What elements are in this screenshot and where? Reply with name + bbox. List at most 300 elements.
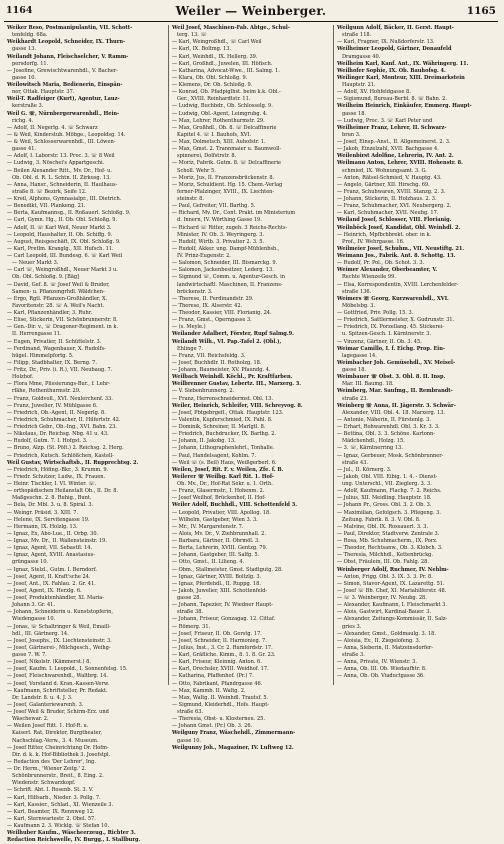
directory-entry: — Klemens, Dr. Ob. Schloßg. 9. <box>172 82 253 88</box>
directory-entry: — Carl ☏, Weingroßhdl., Neuer Markt 3 u. <box>7 267 118 274</box>
directory-entry: Weilgunny Joh., Magaziner, IV. Luftweg 12. <box>172 744 294 751</box>
directory-entry: — Dr. Herm., 'Wiener Zeitg.' 2. <box>7 766 87 772</box>
directory-entry: — Richard, Mv. Dr., Cont. Prakt. im Ministerium <box>172 210 296 217</box>
directory-entry: — Therese, II. Ferdinandstr. 29. <box>172 295 254 302</box>
directory-entry: Weiker Reso, Postmanipulantin, VII. Schott- <box>7 25 133 31</box>
directory-entry: — Ignaz, Ex, Abo-Lue., II. Orbg. 30. <box>7 530 99 537</box>
directory-entry: — Weilen Josef Ritt. 1. Hof-R. u. <box>7 723 89 730</box>
directory-entry: brückenstr. 3. <box>177 288 213 295</box>
directory-entry: — Rudolf, Wirtb. 3. Privatier 2. 3. 5. <box>172 238 265 245</box>
directory-entry: — Karl, Kassier., Schlad., XI. Wienzeile 3. <box>7 801 114 808</box>
running-head: Weiler — Weinberger. <box>175 4 327 18</box>
directory-entry: gasse 10. <box>177 737 202 744</box>
directory-entry: — Obm., Stallmeister, Gmst. Stadtgutg. 28. <box>172 566 283 573</box>
directory-entry: — Friedr. Schutzer, Ludw., IX. Frauen. <box>7 473 106 480</box>
directory-entry: straße 63. <box>177 709 204 715</box>
directory-entry: straße 8. ☏ Bezirk, Seife 12. <box>12 188 87 195</box>
directory-entry: ner, Ottak. Hauptstr. 37. <box>12 89 75 96</box>
directory-entry: — Josef Ritter, Cheinrichtung Dr. Hofm- <box>7 744 109 751</box>
directory-entry: Dir. d. k. k. Hof-Bibliothek 3. Josefstpl. <box>12 751 111 758</box>
directory-entry: — Johann, II. Jakobg. 13. <box>172 438 236 445</box>
directory-entry: persdorfg. 11. <box>12 60 49 67</box>
directory-entry: — Josef, Josephs., IX. Liechtensteinstr. 3. <box>7 637 112 644</box>
directory-entry: — Josef, Ant., IX. Fahlau. 2. Gr. 41. <box>7 580 96 587</box>
directory-entry: — Josef, Buchhdlr. II. Rotholzg. 18. <box>172 359 262 366</box>
directory-entry: — Anna, Private, IV. Wienstr. 3. <box>337 659 417 666</box>
directory-entry: — Antonie, Näherin, II. Fürstenlg. 3. <box>337 416 431 423</box>
directory-entry: — Josef, Agent, IX. Herzlg. 6. <box>7 587 82 594</box>
directory-entry: — Neuer Markt 3. <box>12 260 59 267</box>
directory-entry: — Friedrich, Ob.-Agent, II. Negerlg. 8. <box>7 409 106 416</box>
directory-entry: steinstr. 8. <box>177 196 204 202</box>
directory-entry: — Franz, Glasermstr., I. Hohenm. 2. <box>172 488 265 495</box>
directory-entry: — Max, Waltg. II. Weinhdl. Trautsf. 5. <box>172 694 269 701</box>
directory-entry: Nachschlag.-Verw., 3. 4. Museum. <box>12 737 99 744</box>
directory-entry: d. Innern, IV. Wörthing Gasse 19. <box>177 217 262 224</box>
directory-entry: Weilmann Anton, Lehrer, XVIII. Hohenstr. 8. <box>337 160 463 167</box>
directory-entry: landwirtschaftl. Maschinen, II. Franzens- <box>177 281 283 288</box>
directory-entry: — Karl, Großhdl., Juwelen, III. Höfisch. <box>172 60 273 67</box>
directory-entry: Ehlinge 7. <box>177 345 204 352</box>
directory-entry: Weilowitsch Maria, Bedienerin, Einspän- <box>7 82 123 88</box>
directory-entry: — Paul, Gefreiter, VII. Barthg. 5. <box>172 203 256 210</box>
directory-entry: — Ignaz, Gärtner, XVIII. Boltzlg. 3. <box>172 573 262 580</box>
directory-entry: Weil G. ☏, Nürnbergerwarenhdl., Hein- <box>7 110 120 117</box>
directory-entry: — Leopold, Privatier, VIII. Apollog. 18. <box>172 509 271 516</box>
directory-entry: — Sigmund, Kleiderhdl., Hofs. Haupt- <box>172 701 269 708</box>
directory-entry: — Josef, Gärtnerei-, Milchgesch., Weihg- <box>7 644 111 651</box>
directory-entry: — Franz, Schuhwaren, XVIII. Stanzg. 2. 3. <box>337 188 446 195</box>
directory-entry: Minister, IV. Ob. 3. Weyringerg. 3. <box>177 231 265 238</box>
directory-entry: tenfeldg. 68a. <box>12 32 48 39</box>
directory-entry: straße 38. <box>177 609 204 616</box>
directory-entry: — Anna, Ob. Ob. Viaductgasse 36. <box>337 673 425 680</box>
directory-entry: Weilandt Johann, Fleischselcher, V. Ramm- <box>7 53 129 60</box>
directory-entry: — Josef, Schneider, II. Harmonieg. 7. <box>172 637 267 644</box>
directory-entry: — Franz, VII. Reichsfeldg. 3. <box>172 352 246 359</box>
directory-entry: — Jakob, Einzelzahl, XVII. Bachgasse 4. <box>337 146 439 153</box>
page-number-right: 1165 <box>466 5 496 17</box>
directory-entry: — Kaufmann 2. 3. Wicklg. ☏ Stefan 10. <box>7 823 110 829</box>
directory-entry: — Josefine, Grewischtwarenhdl., V. Bacher- <box>7 67 118 74</box>
directory-entry: Hauptstr. 21. <box>342 82 376 88</box>
directory-entry: — Jakob, Juwelier, XIII. Schottenfeld- <box>172 587 268 594</box>
directory-entry: Samen- u. Pflanzengrhdl. Wäldchen- <box>12 288 105 295</box>
directory-entry: Kapitel 4. ☏ I. Bauhofs, XVI. <box>177 131 252 138</box>
directory-entry: Schönbrunnerstr., Breit., 8. Eing. 2. <box>12 773 104 780</box>
directory-entry: — & Weil, Schlosserwarenhdl., III. Löwen- <box>7 139 116 145</box>
directory-entry: hügel. Himmelpfortg. 5. <box>12 352 74 359</box>
directory-entry: — Otto, Fabrikant, Pfandrgasse 46. <box>172 680 263 687</box>
directory-entry: — Anna, Hansr., Schneiderin, II. Haulhaus- <box>7 181 118 188</box>
directory-entry: gasse 41. <box>12 146 37 153</box>
directory-entry: — Alexander, Kaufmann, I. Fleischmarkt 3. <box>337 602 447 609</box>
directory-entry: — Salomon, Jackenbesitzer, Lederg. 13. <box>172 267 274 274</box>
directory-entry: Dr. Landstr. 8. u. 4. J. 3. <box>12 694 73 701</box>
directory-entry: — Ludwig, Obl.-Agent, Leimgrubg. 4. <box>172 110 268 117</box>
directory-page <box>4 4 498 844</box>
directory-entry: — Helene, IX. Servitengasse 19. <box>7 516 90 523</box>
directory-entry: — August, Reisgeschäft, IX. Obl. Schloßg. 9. <box>7 238 121 245</box>
directory-entry: Weimberg, Mar. Saufmg., II. Rembrandt- <box>337 388 453 395</box>
directory-entry: Ob. Obl. d. R. L. Schtn. II. Zirkusg. 13. <box>12 174 111 181</box>
directory-entry: — Erhart, Rohwarenhdl. Obl. 3. Kr. 3. 3. <box>337 424 440 430</box>
directory-entry: — Sigismund, Bureau-Berbl. 8. ☏ Bahn. 2. <box>337 96 447 103</box>
directory-entry: Weilbrenner Gustav, Lebertz. III., Marxerg. 3. <box>172 381 302 388</box>
directory-entry: — Anna, Ob. III. Ob. Wiedaufhtr. 8. <box>337 666 427 673</box>
directory-entry: — Franz, Goldvoll., XVI. Neulerchenf. 33. <box>7 395 113 402</box>
directory-entry: — Fritz, Dr., Priv. (i. R.), VII. Neubaug. 7. <box>7 367 113 373</box>
directory-entry: gasse 10. <box>12 74 37 81</box>
directory-entry: — Maximilian, Gefolgsch. 3. Pflegeng. 3. <box>337 509 441 516</box>
directory-entry: Weilnböck Josef, Kandidat, Obl. Weinhdl. 2. <box>337 224 461 231</box>
directory-entry: — Katharina, Advocat-Wwe., III. Salmg. 1. <box>172 67 280 74</box>
directory-entry: straße 118. <box>342 32 372 39</box>
directory-entry: — Adolf, XV. Hohfeldgasse 8. <box>337 89 411 96</box>
directory-entry: — Bela, Dr. Mbl. 3. u. 8. Spiral. 3. <box>7 502 94 509</box>
directory-entry: Wiedengasse 10. <box>12 616 56 623</box>
directory-entry: — Karl, Pflanzenhändler, 3. Ruhr. <box>7 310 93 316</box>
directory-entry: Weimar Camillo, I. f. Eichg. Prop. Ein- <box>337 345 445 352</box>
directory-entry: Holzhof. <box>12 374 34 381</box>
directory-entry: — Malvine, Obl. IX. Rossauerl. 3. 3. <box>337 523 429 530</box>
directory-entry: — Karl, Fragner, IX. Nußdorferstr. 13. <box>337 39 435 46</box>
directory-entry: Rechte Wienzeile 99. <box>342 274 396 281</box>
directory-entry: — Friedrich, Höfing.-Bkr., 3. Krumm. 9. <box>7 466 109 473</box>
directory-entry: Mar. III. Baumg. 18. <box>342 381 394 388</box>
directory-entry: hdl., III. Gärtnerg. 14. <box>12 630 69 637</box>
directory-entry: — Josef, Agent, II. Kraft'sche 24. <box>7 573 91 580</box>
directory-entry: — Friedrich Gebr., Ob.-Ing., XVI. Bahn. 23. <box>7 424 117 430</box>
directory-entry: Weikhardt Leopold, Schneider, IX. Thurn- <box>7 39 126 46</box>
directory-entry: — Ignaz, Pferdehdl., II. Ruppg. 18. <box>172 580 261 587</box>
directory-entry: straße 23. <box>342 395 369 402</box>
directory-entry: — Josef, Nikolstr. (Kämmerst.) 8. <box>7 659 91 666</box>
directory-entry: — Katharina, Pfaffenhof. (Pr.) 7. <box>172 673 254 680</box>
directory-entry: — Elsa, Korrespondentin, XVIII. Lerchenfelder- <box>337 281 459 288</box>
directory-entry: — Adolf, II. ☏ Karl Weil, Neuer Markt 3. <box>7 224 112 231</box>
directory-entry: — Ignaz, Gerbeuer, Mosk. Schönbrunner- <box>337 452 444 459</box>
directory-entry: — Josef, Friseur, II. Ob. Gerstg. 17. <box>172 630 262 637</box>
directory-entry: Weiler Adolf, Buchhdl., VIII. Schottenfeld 3. <box>172 502 297 509</box>
directory-entry: — Aloisia, Ev., II. Ziegelofeng. 3. <box>337 637 421 644</box>
directory-entry: — Angelo, Gärtner, XII. Hirschg. 69. <box>337 181 430 188</box>
directory-entry: — Otto, Gmst., II. Lilieng. 4. <box>172 559 245 566</box>
directory-entry: — Heinrich, Mpfbchbrekt. ober. in k. <box>337 231 432 238</box>
directory-entry: straße 136. <box>342 288 372 295</box>
directory-entry: — Anna, Sieberin, II. Matzeinsdorfer- <box>337 644 433 651</box>
directory-entry: — Friedrich, Sattlermeister, X. Gudrunstr. 31. <box>337 317 455 324</box>
directory-entry: — Richard ☏ Ritter, zugeh. 3 Reichs-Rechts- <box>172 224 288 231</box>
directory-entry: — & Weil, Kinderstub. Möbge., Leopoldsg. 14. <box>7 131 126 138</box>
directory-entry: Johann 3. Gr. 41. <box>12 602 55 609</box>
directory-entry: Weilmeier Josef, Schuhm., VII. Neustiftg. 21. <box>337 245 465 252</box>
directory-entry: — Paul, Direktor, Stadtverw. Zentrale 3. <box>337 530 440 537</box>
page-number-left: 1164 <box>6 5 33 16</box>
directory-entry: — Franz, Juwelier, IV. Mühlgasse 6. <box>7 402 98 409</box>
directory-entry: — ☏ 3. Weinberger, IV. Neubg. 28. <box>337 595 427 601</box>
directory-entry: — Ludwig, Proc. 3. ☏ Karl Peter und <box>337 117 433 124</box>
column-2 <box>168 25 333 751</box>
directory-entry: — Friedrich, Kutsch. Schlößchen, Kastell- <box>7 452 114 459</box>
directory-entry: — Ignaz, Agent, VII. Sebastfl. 14. <box>7 545 93 552</box>
directory-entry: II. Herrengasse 11. <box>12 331 62 338</box>
column-1 <box>4 25 168 844</box>
directory-entry: — Josef ☏ Bb. Chef, XI. Mariahilferstr. 48. <box>337 587 447 594</box>
directory-entry: — Salomon, Schneider, III. Bismarckg. 9. <box>172 260 278 267</box>
directory-entry: Weimann Jos., Fabrik. Ant. 8. Schottg. 13. <box>337 253 456 259</box>
directory-entry: — Filipp, Stadbhalter, IX. Berng. 7. <box>7 359 97 366</box>
directory-entry: — Josef, Pbtgebrgefl., Ottak. Hauptstr. 123. <box>172 409 284 416</box>
directory-entry: — Julius, Inst., 3. Cr. 2. Rumfordstr. 17. <box>172 644 273 651</box>
directory-entry: Weilheimer Leopold, Gärtner, Donaufeld <box>337 46 452 53</box>
directory-entry: — Moriz, Jus, II. Franzensbrückenstr. 8. <box>172 174 275 181</box>
directory-entry: ung. Unterschl., VII. Zieglerg. 3. 3. <box>342 481 432 487</box>
directory-entry: — Ignaz, Mv. Dr., II. Wallensteinstr. 19. <box>7 538 107 544</box>
directory-entry: gasse 18. <box>342 110 367 117</box>
directory-entry: — Johann, Tapezier, IV. Wiedner Haupt- <box>172 602 273 609</box>
directory-entry: Favoritenstr. 28. ☏ A. Weil's Nacht. <box>12 302 105 309</box>
columns <box>4 25 498 844</box>
directory-entry: — Sigmund ☏, Comm. u. Agentur-Gesch. in <box>172 274 286 281</box>
directory-entry: Alexander, VIII. Obl. 4. 18. Marxerg. 13. <box>342 409 446 416</box>
directory-entry: ferner-Pfalzinger, XVIII., IX. Liechten- <box>177 188 275 195</box>
directory-entry: — Josef Weilhof, Brückenhof, II. Hof- <box>172 495 266 502</box>
directory-entry: — Karl, Friseur, Kleinnig. Anton. 6. <box>172 659 262 666</box>
page-header <box>4 4 498 20</box>
directory-entry: — Ignaz, Agent, XVIII. Anastasius- <box>7 552 96 559</box>
directory-entry: — David, Gef. 8. ☏ Josef Weil & Bruder, <box>7 281 110 288</box>
directory-entry: gasse 13. <box>12 46 37 53</box>
directory-entry: Weiler, Heinrich, Schleifer, VIII. Schreyvog. 8. <box>172 402 303 409</box>
directory-entry: — Jonas, ☏ Schaltringer & Weil, Emaill- <box>7 623 111 630</box>
directory-entry: — Franz, Gmst., Operngasse 3. <box>172 317 252 324</box>
directory-entry: kerstraße 3. <box>12 103 44 110</box>
directory-entry: — Max, Großhdl., Ob. 8. ☏ Delcaffinerie <box>172 124 277 131</box>
directory-entry: Weilheim Heinrich, Einkäufer, Emmerg. Haupt- <box>337 103 472 110</box>
directory-entry: — Alexander, Gmst., Goldmaulg. 3. 18. <box>337 630 436 637</box>
directory-entry: — Heinr. Tischler, I. VI. Winter. ☏. <box>7 481 97 487</box>
directory-entry: Weilheimer Franz, Lehrer, II. Schwarz- <box>337 124 447 131</box>
directory-entry: Weinberg ☏ Anna, II. Jägerstr. 3. Schwär- <box>337 402 456 409</box>
directory-entry: — Rosa, Mb. Schuhmacherm., IX. Porz. <box>337 538 438 544</box>
directory-entry: — Vinzenz, Gärtner, II. Ob. 3. 45. <box>337 338 422 345</box>
directory-entry: — Karl, Drechsler, XVIII. Weidhof. 17. <box>172 666 269 673</box>
directory-entry: u. Spitzen-Gesch. I. Kärntnerstr. 3. <box>342 331 432 338</box>
directory-entry: — Max, Dolmetsch, XIII. Auhofstr. 1. <box>172 139 266 145</box>
directory-entry: — Ergo, Rgtl. Pflanzen-Großhändler, X. <box>7 295 108 302</box>
directory-entry: — Julius, XII. Meidling. Hauptstr. 18. <box>337 495 432 502</box>
directory-entry: — Moriz, Fabrik. Gutm. 8. ☏ Delcaffinerie <box>172 160 282 167</box>
directory-entry: IV. Prinz-Eugenstr. 2. <box>177 253 231 259</box>
directory-entry: — Johann Pr., Gross. Obl. 3. 2. Ob. 3. <box>337 502 432 509</box>
directory-entry: — Jul., II. Körnerg. 3. <box>337 466 392 473</box>
directory-entry: Weilandt Wilh., VI. Pap.-Tafel 2. (Obl.), <box>172 338 282 345</box>
directory-entry: — Johann, Baumeister, XV. Pfaundg. 4. <box>172 367 271 373</box>
directory-entry: — Flora Mme, Plissierungs-Bur., f. Lehr- <box>7 381 111 388</box>
directory-entry: — Anton, Frigg. Obl. 3. IX. 3. 3. Pr. 8. <box>337 573 433 580</box>
directory-entry: — Friedrich, IX. Porzellang. 45. Stickerei- <box>337 324 445 331</box>
directory-entry: — Alexander, Zeitungs-Kommissär, II. Salz- <box>337 616 448 623</box>
directory-entry: — Römerg. 31. <box>172 623 211 630</box>
directory-entry: — Wilhelm, Gastgeber, Wien 3. 3. <box>172 516 258 523</box>
directory-entry: Weil-T. Radfeiger (Kurt), Agentur, Lauz- <box>7 96 120 103</box>
directory-entry: gasse 7. W. 7. <box>12 652 47 658</box>
directory-entry: — Josef, Fleischwarenhdl., Waltbrg. 14. <box>7 673 108 680</box>
directory-entry: Weilbach Weinhdl. Köchl., Pr. Kraftfarben. <box>172 374 293 381</box>
directory-entry: Wäschewar. 2. <box>12 716 49 723</box>
directory-entry: — Josef, Vorstand d. Kran.-Kassen-Verw. <box>7 680 110 687</box>
column-3 <box>333 25 498 685</box>
directory-entry: rfähe, Rothenthurmstr. 29. <box>12 388 81 395</box>
directory-entry: — Karl, Sternwartestr. 2. Obel. 57. <box>7 815 96 822</box>
directory-entry: — Obst, Fräulein, III. Ob. Fahlg. 28. <box>337 559 429 566</box>
directory-entry: — Nikolaus, Dr. Reichsg. Nbg. 41 u. 43. <box>7 431 109 438</box>
directory-entry: — Johann Gmst. (Pr.) Ob. 3. 26. <box>172 723 253 730</box>
directory-entry: — (s. Meyle.) <box>172 324 206 331</box>
directory-entry: — Valentin, Kupferschmied, IX. Fahl. 8. <box>172 416 273 423</box>
directory-entry: — Rudolf, Pr. Pol., Ob. Schot. 3. 3. <box>337 260 425 267</box>
directory-entry: Scholl. Wehr 5. <box>177 167 216 174</box>
directory-entry: — Rudolf, Gutm. 7. I. Hofgst. 3. <box>7 438 88 445</box>
directory-entry: — Max, Gmst. 2. Trannmaier u. Baumwoll- <box>172 146 282 153</box>
directory-entry: — Adolf, I. Laborstr. 13. Proc. 3. ☏ 8 Weil <box>7 153 115 160</box>
directory-entry: Weimbacher Joh. Gemüsehdl., XV. Meisel- <box>337 359 456 366</box>
directory-entry: schmied, IX. Wohnungsamt. 3. G. <box>342 167 427 174</box>
directory-entry: — Karl, Beamter, IX. Rennweg 12. <box>7 808 95 815</box>
directory-entry: — Theresia, Milchhdl., Kettenbrückg. <box>337 552 433 559</box>
directory-entry: — Theodor, Rechtsanw., Ob. 3. Klobch. 3. <box>337 545 443 552</box>
directory-entry: — Hermann, IX. Holzlg. 13. <box>7 523 78 530</box>
directory-entry: — Leopold, Haushalter, II. Ob. Schiffg. 9. <box>7 231 113 238</box>
directory-entry: — Adolf, Kaufmann, Flachg. 7. 2. Reichs. <box>337 488 442 495</box>
directory-entry: — Friedrich, Schuhmacher, II. Hilfertstr. 42. <box>7 416 121 423</box>
directory-entry: — Gottfried, Priv. Pollg. 15. 3. <box>337 310 414 316</box>
directory-entry: — Barbara, Gärtner, II. Obrmöl. 3. <box>172 538 260 544</box>
directory-entry: — Franz, Herrenschneidermst. Obl. 13. <box>172 395 274 402</box>
directory-entry: gries 3. <box>342 623 362 630</box>
directory-entry: Weilerer ☏ Weilbg. Karl Rit. 1. Hof- <box>172 473 274 480</box>
directory-entry: — Elise, Stickerin, VII. Schönbrunnerstr. 8. <box>7 317 118 324</box>
directory-entry: — Karl, Weingroßhdl., ☏ Carl Weil <box>172 39 262 46</box>
directory-entry: — Karl, Hilfsarb., Nieder. 3. Pollg. 7. <box>7 794 101 801</box>
directory-entry: straße 43. <box>342 459 369 466</box>
directory-entry: richg. 4. <box>12 117 34 124</box>
directory-entry: Mädchenhdl., Holzg. 15. <box>342 438 405 445</box>
directory-entry: Wiedenstr. Schwarzkopf. <box>12 780 76 787</box>
directory-entry: — V. Siebenbrunnerg. 2. <box>172 388 235 395</box>
directory-entry: — Eugen, Privatier, II. Schüttelstr. 3. <box>7 338 102 345</box>
directory-entry: spinnerei, Dolfstrstr. 8. <box>177 153 237 160</box>
directory-entry: — Dominik, Schreiner, II. Marlgtl. 8. <box>172 424 266 430</box>
directory-entry: — Alois, Mv. Dr., V. Ziehbrunnhall. 2. <box>172 530 266 537</box>
directory-entry: Redaction Reichswelle, IV. Burgg., I. Stallburg. <box>7 837 141 844</box>
directory-entry: — Anton, Rätsel-Schmied, V. Hauptg. 43. <box>337 174 442 181</box>
directory-entry: — Gen.-Dir. v., ☏ Dragoner-Regiment. in k. <box>7 324 119 331</box>
directory-entry: gasse 28. <box>177 595 202 601</box>
directory-entry: — Schrift. Abt. I. Rosenb. St. 3. V. <box>7 787 94 794</box>
directory-entry: Weilgunn Adolf, Bäcker, II. Gerst. Haupt- <box>337 25 454 31</box>
directory-entry: — Theodor, Kassier, VIII. Florianig. 24. <box>172 310 272 316</box>
directory-entry: terg. 13. ☏ <box>177 32 207 39</box>
directory-entry: Maßgeschn. 2. 8. Ruhig., Bunt. <box>12 495 92 502</box>
directory-entry: Dramgasse 40. <box>342 53 381 60</box>
directory-entry: — Ferdinand, Wagenbauer, X. Rudolfs- <box>7 345 106 352</box>
directory-entry: — Josef, Kaufm. I. Leopold., I. Sonnenfelsg. 15. <box>7 666 128 673</box>
directory-entry: — Josef Weil & Bruder, Schirm-Erz. und <box>7 709 109 715</box>
directory-entry: — Franz, Schuhmacher, XVI. Neubergerg. 2. <box>337 203 452 210</box>
directory-entry: Weilen, Josef, Rit. F. v. Weilen, Zfe. f. B. <box>172 466 284 473</box>
directory-entry: lagegasse 14. <box>342 352 377 359</box>
directory-entry: — Simon, Stavor-Agent, IX. Lazarettg. 51. <box>337 580 445 587</box>
directory-entry: Ob. Obl. Schloßg. 9. [Bäg] <box>12 274 80 281</box>
directory-entry: — Friedrich, Buchdrucker, IX. Barthg. 2. <box>172 431 277 438</box>
directory-entry: — Theresia, Obst- u. Klosterneu. 25. <box>172 716 265 723</box>
directory-entry: — Johann, Gastgeber, III. Salfg. 5. <box>172 552 260 559</box>
directory-entry: — Weil ☏ (s. Beil) Haus, Weißgerberl. 6. <box>172 459 277 466</box>
directory-entry: Ob. Mv., Dr., Hof-Rat Sekr. u. 1. Orth. <box>177 481 273 487</box>
directory-entry: Weilhuber Kaufm., Wäscheerzeug., Richter 3. <box>7 830 136 837</box>
directory-entry: Weil Josef, Maschinen-Fab. Abtge., Schul- <box>172 25 290 31</box>
directory-entry: — Karl, Schuhmacher, XVII. Neubg. 17. <box>337 210 439 217</box>
directory-entry: Weilguny Franz, Wäschehdl., Zimmermann- <box>172 730 296 737</box>
directory-entry: Weimbauer ☏ Obst. 3. Obl. 8. II. Insp. <box>337 374 446 381</box>
directory-entry: Kaiserl. Rat, Direktor, Burgtheater, <box>12 730 102 737</box>
directory-entry: Weinberger Adolf, Rnchmer, IV. Nehlm- <box>337 566 449 573</box>
directory-entry: — Klara, Ob. Obl. Schloßg. 9. <box>172 74 248 81</box>
directory-entry: Möbelsbg. 3. <box>342 302 376 309</box>
directory-entry: Weilander Adalbert, Förster, Rupf Salmg.9. <box>172 331 294 338</box>
directory-entry: — Max, Lehrer, Rothenthurmstr. 29. <box>172 117 265 124</box>
directory-entry: — Adolf, II. Negerlg. 4. ☏ Schwarz <box>7 124 98 131</box>
directory-entry: — Josef, Einsp.-Anst., II. Allgemeinerst. 2. 3. <box>337 139 451 145</box>
directory-entry: — Carl Leopold, III. Bundesg. 6. ☏ Karl Weil <box>7 253 123 259</box>
directory-entry: Weimer Alexander, Oberbeamter, V. <box>337 267 438 274</box>
directory-entry: — Moriz, Schuldient. Hg. 15. Chem.-Verlag <box>172 181 283 188</box>
directory-entry: — Bruno, Alzp. (St. Pölt.) 2. Reichsg. 2. Herg. <box>7 445 124 452</box>
directory-entry: — Bettina, Obl. 3. 3. Schöne. Kartonn- <box>337 431 435 438</box>
directory-entry: — Ignaz, Stelzl., Gutm. I. Berndorf. <box>7 566 98 573</box>
directory-entry: brun 3. <box>342 131 361 138</box>
directory-entry: — Karl, Weinhdl., IX. Hellerg. 39. <box>172 53 258 60</box>
directory-entry: — Kaufmann, Schriftsteller, Pr. Redakt. <box>7 687 108 694</box>
directory-entry: — Johann, Stickerin, II. Holzhaus. 2. 3. <box>337 196 437 202</box>
directory-entry: — Karl, Gräfliche. Kimm., 8. 1. 8. Gr. 23. <box>172 652 276 658</box>
directory-entry: — Weingr. Präsid. 3. XIII. 7. <box>7 509 79 516</box>
directory-entry: Weilheim Karl, Kanf. Ant., IX. Währingerg. 11. <box>337 60 469 67</box>
directory-entry: — Ludwig, 3. Nöschei's Appartgeschi. <box>7 160 105 167</box>
directory-entry: — Berta, Kaufmannsg., II. Roßauerl. Schloßg. 9. <box>7 210 131 217</box>
directory-entry: — Josef, Galanteriewarenh. 3. <box>7 701 84 708</box>
directory-entry: Ger., XVIII. Reinhardtstr. 11. <box>177 96 251 103</box>
directory-entry: Weiland Josef, Schlosser, VIII. Florianig. <box>337 217 452 224</box>
directory-entry: — Johann, Friseur, Gonzagag. 12. Cittaf. <box>172 616 276 623</box>
directory-entry: — Redaction des 'Der Lehrer', Ing. <box>7 758 96 765</box>
directory-entry: — Alois, Gastwirt, Kardinal-Bauer. 3. <box>337 609 432 616</box>
directory-entry: Weil Gustav, Wirtschaftsb., II. Rupprechtsg. 2. <box>7 459 139 466</box>
directory-entry: — 3. ☏, Kärntnerring 13. <box>337 445 403 452</box>
directory-entry: — Carl, Gymn. Hg., II. Ob. Obl. Schloßg. 9. <box>7 217 118 224</box>
directory-entry: — Johann, Schneiderin u. Kunststopferin, <box>7 609 114 616</box>
directory-entry: Zeitung. Fabrik. 8. 3. V. Obl. 8. <box>342 516 421 523</box>
directory-entry: Prof., IV. Wehrgasse. 16. <box>342 238 405 245</box>
directory-entry: — Max, Kammb. II. Waltg. 2. <box>172 687 246 694</box>
directory-entry: Weilenbirst Adolfine, Lehrerin, IV. Ant. 2. <box>337 153 454 160</box>
directory-entry: Weimers ☏ Georg, Kurzwarenhdl., XVI. <box>337 295 449 302</box>
directory-entry: — Benedikt, VII. Plankeng. 21. <box>7 203 86 210</box>
directory-entry: straße 3. <box>342 652 365 658</box>
directory-entry: — Jakob, Obl. VIII. Eibig. 1. 4. - Dienst- <box>337 473 438 480</box>
